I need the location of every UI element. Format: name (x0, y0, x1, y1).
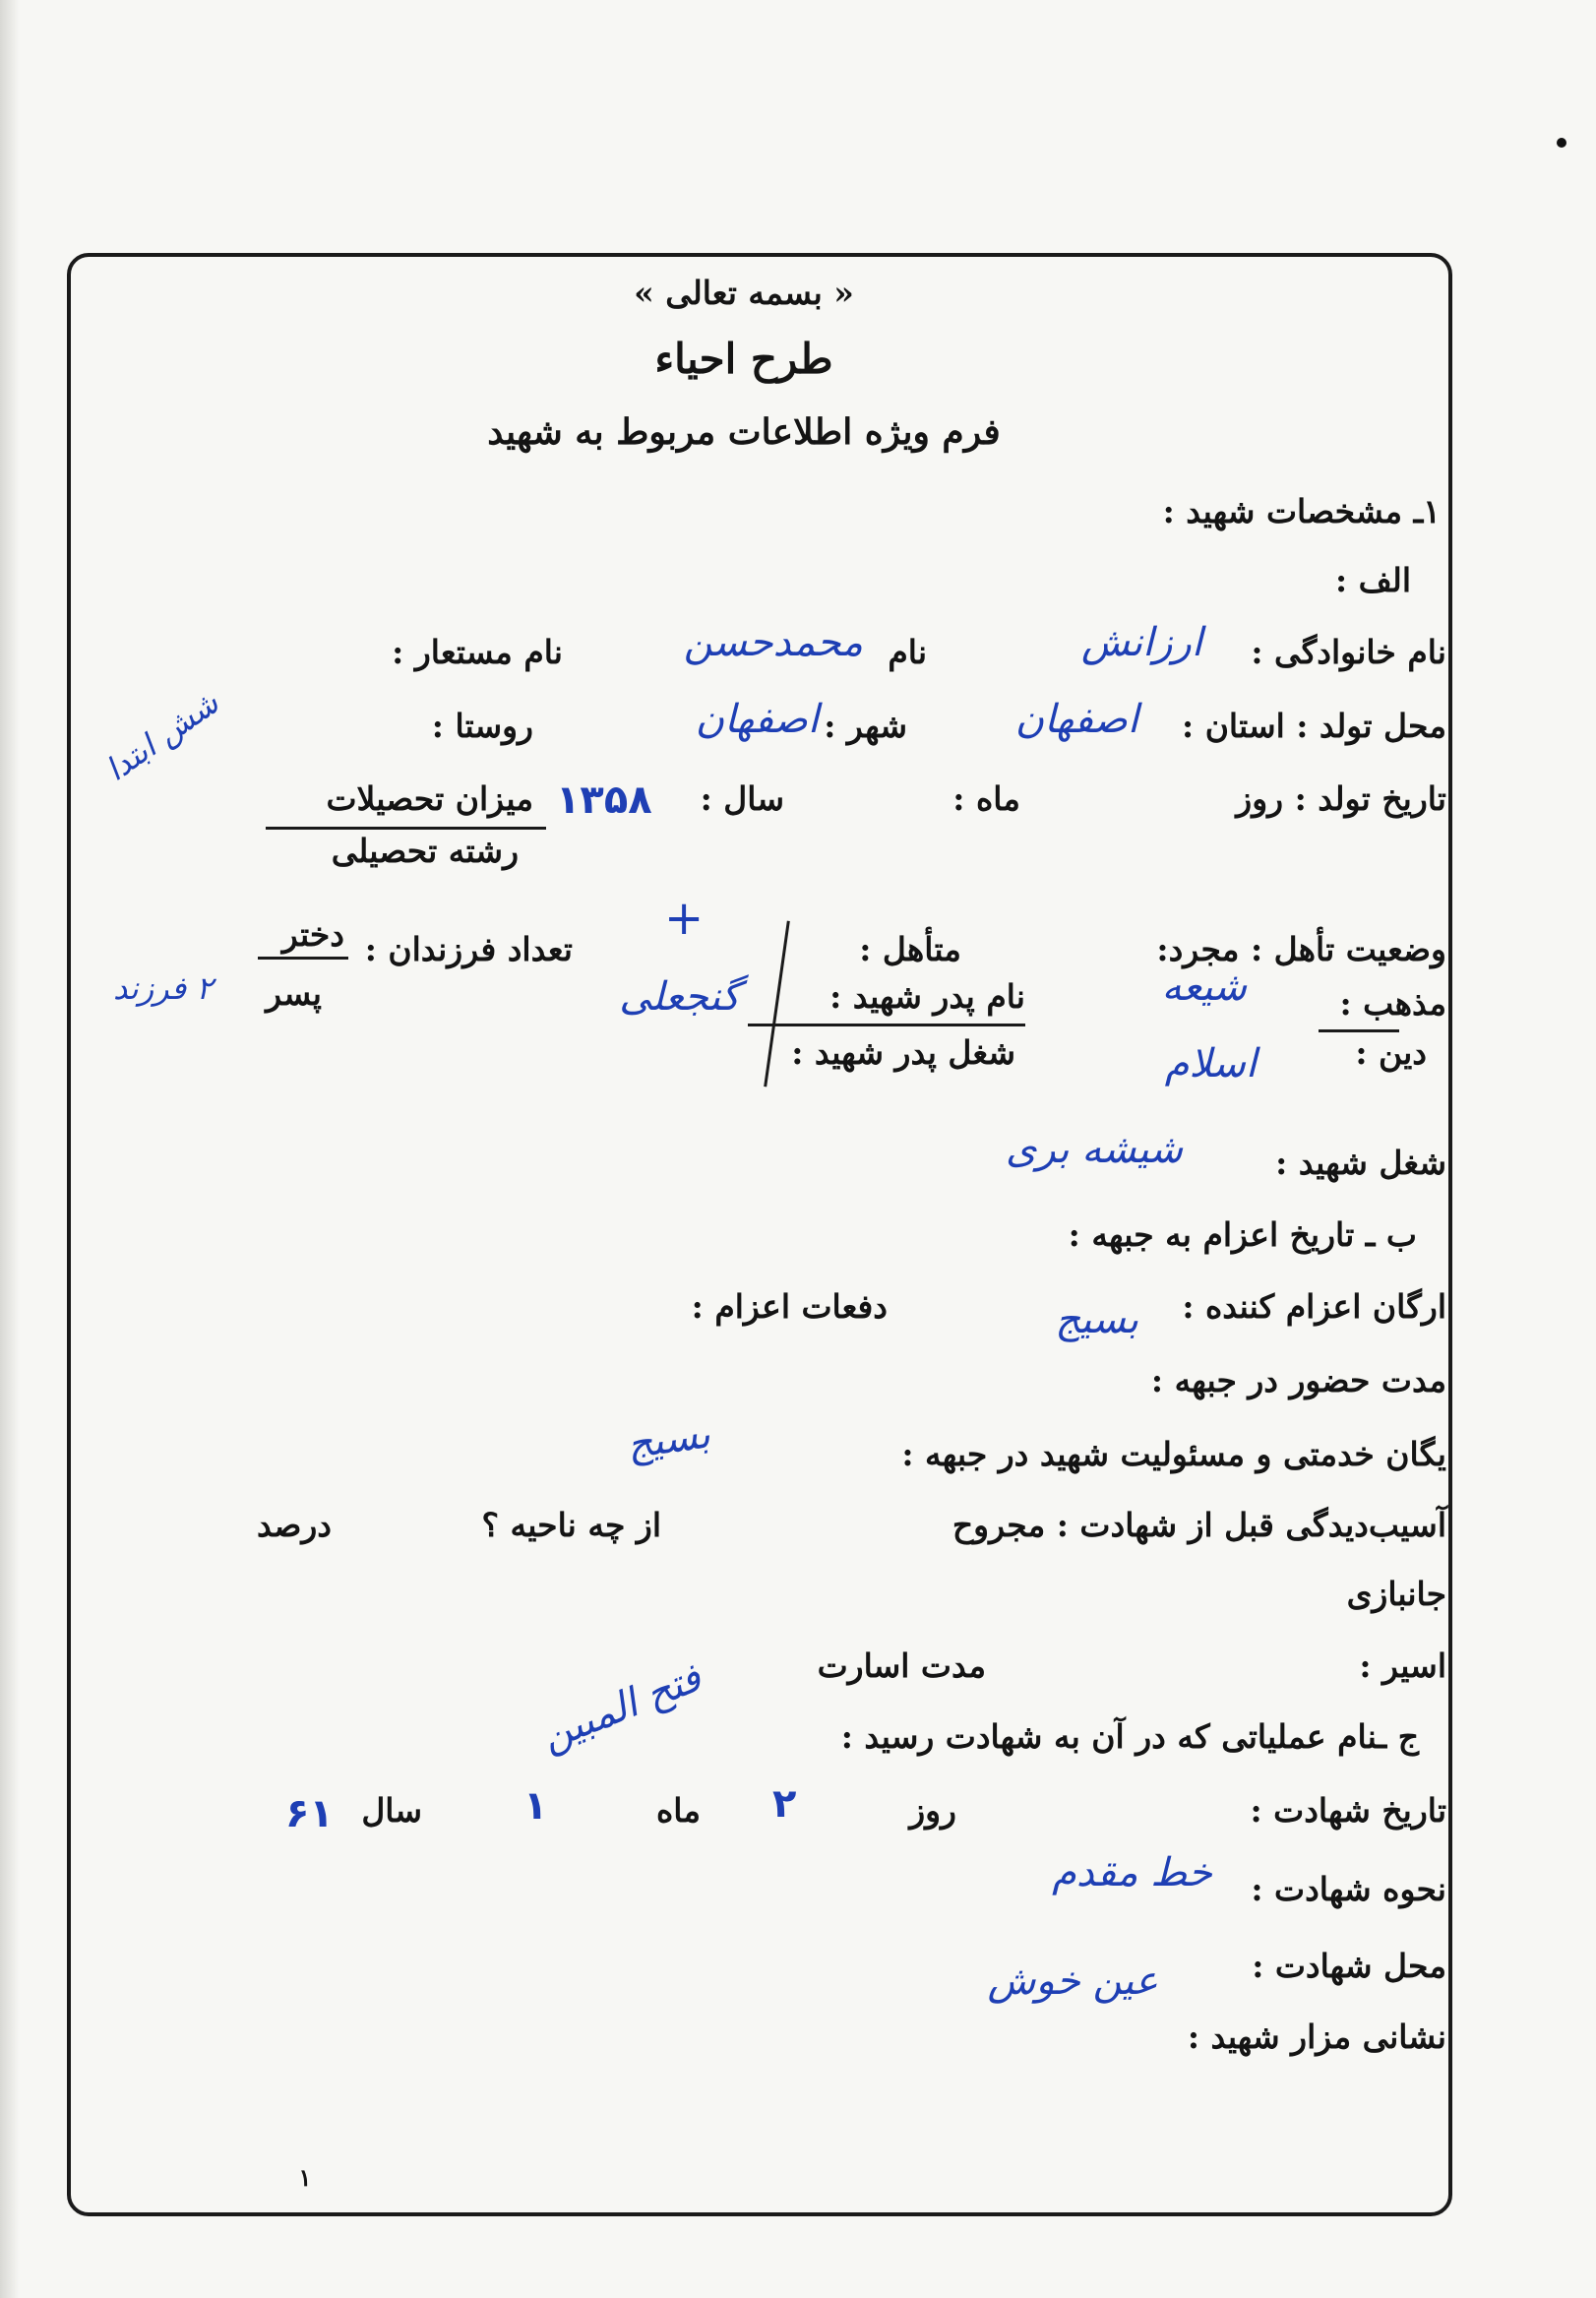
first-name-label: نام (888, 633, 927, 671)
invocation: « بسمه تعالی » (634, 274, 854, 312)
field-of-study-label: رشته تحصیلی (331, 832, 519, 870)
martyr-month-label: ماه (655, 1791, 701, 1830)
daughter-label: دختر (281, 915, 344, 954)
scan-speck (1557, 138, 1566, 148)
manner-label: نحوه شهادت : (1251, 1870, 1446, 1908)
city-value: اصفهان (695, 697, 819, 742)
deploy-date-label: ب ـ تاریخ اعزام به جبهه : (1068, 1215, 1417, 1254)
job-label: شغل شهید : (1275, 1144, 1446, 1182)
father-name-label: نام پدر شهید : (829, 977, 1025, 1016)
son-label: پسر (266, 974, 322, 1013)
martyr-year-value: ۶۱ (285, 1791, 334, 1836)
area-label: از چه ناحیه ؟ (481, 1506, 661, 1544)
first-name-value: محمدحسن (683, 620, 863, 665)
family-value: ارزانش (1081, 620, 1202, 665)
children-label: تعداد فرزندان : (364, 930, 573, 968)
form-title: فرم ویژه اطلاعات مربوط به شهید (487, 411, 1001, 453)
father-job-label: شغل پدر شهید : (791, 1033, 1015, 1072)
sect-underline (1319, 1029, 1399, 1032)
job-value: شیشه بری (1006, 1127, 1183, 1172)
percent-label: درصد (257, 1506, 332, 1544)
birthplace-label: محل تولد : استان : (1182, 707, 1446, 745)
martyr-month-value: ۱ (523, 1783, 548, 1829)
captivity-label: مدت اسارت (817, 1646, 986, 1685)
times-label: دفعات اعزام : (691, 1287, 888, 1326)
plan-title: طرح احیاء (654, 335, 833, 383)
alias-label: نام مستعار : (392, 633, 563, 671)
org-label: ارگان اعزام کننده : (1182, 1287, 1446, 1326)
martyr-date-label: تاریخ شهادت : (1250, 1791, 1446, 1830)
marital-label: وضعیت تأهل : مجرد: (1156, 930, 1446, 968)
birth-year-label: سال : (700, 779, 784, 818)
section1-heading: ۱ـ مشخصات شهید : (1162, 492, 1441, 530)
religion-label: دین : (1355, 1033, 1427, 1072)
page-number: ۱ (298, 2163, 312, 2192)
father-name-underline (748, 1024, 1025, 1026)
operation-value: فتح المبین (534, 1654, 708, 1761)
education-value: شش ابتدا (98, 683, 226, 789)
duration-label: مدت حضور در جبهه : (1150, 1361, 1446, 1399)
birthdate-label: تاریخ تولد : روز (1236, 779, 1446, 818)
education-underline (266, 827, 546, 830)
father-name-value: گنجعلی (619, 974, 740, 1020)
birth-month-label: ماه : (952, 779, 1020, 818)
birth-year-value: ۱۳۵۸ (556, 777, 652, 823)
veteran-label: جانبازی (1346, 1575, 1446, 1613)
married-label: متأهل : (859, 930, 961, 968)
martyr-day-value: ۲ (772, 1781, 797, 1827)
daughter-underline (258, 957, 348, 960)
sect-label: مذهب : (1339, 984, 1446, 1023)
part-a-label: الف : (1334, 561, 1411, 599)
grave-label: نشانی مزار شهید : (1187, 2018, 1446, 2056)
village-label: روستا : (431, 707, 533, 745)
married-mark: + (664, 891, 705, 946)
unit-value: بسیج (624, 1411, 713, 1468)
place-label: محل شهادت : (1252, 1947, 1446, 1985)
martyr-year-label: سال (361, 1791, 422, 1830)
children-value: ۲ فرزند (113, 969, 214, 1007)
martyr-day-label: روز (909, 1791, 956, 1830)
manner-value: خط مقدم (1052, 1850, 1212, 1895)
family-label: نام خانوادگی : (1251, 633, 1446, 671)
unit-label: یگان خدمتی و مسئولیت شهید در جبهه : (901, 1435, 1446, 1473)
captive-label: اسیر : (1359, 1646, 1446, 1685)
province-value: اصفهان (1014, 697, 1138, 742)
sect-value: شیعه (1161, 964, 1247, 1010)
injury-label: آسیب‌دیدگی قبل از شهادت : مجروح (951, 1506, 1446, 1544)
org-value: بسیج (1055, 1297, 1138, 1342)
city-label: شهر : (824, 707, 907, 745)
place-value: عین خوش (987, 1958, 1158, 2004)
education-label: میزان تحصیلات (326, 779, 533, 818)
religion-value: اسلام (1164, 1041, 1257, 1087)
operation-label: ج ـنام عملیاتی که در آن به شهادت رسید : (840, 1717, 1419, 1756)
page-edge (0, 0, 20, 2298)
